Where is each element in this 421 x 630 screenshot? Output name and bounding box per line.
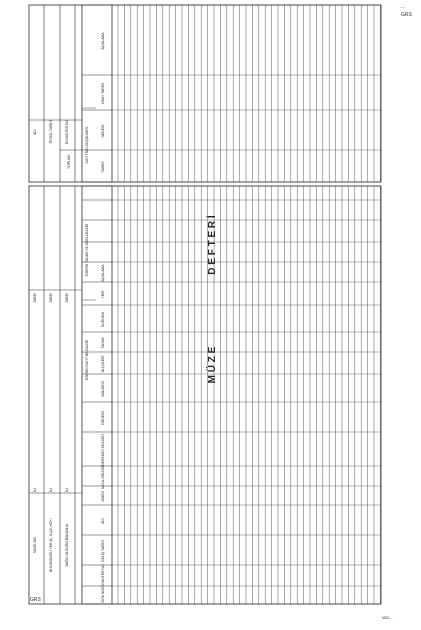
top-right-small-note: … xyxy=(400,4,405,10)
column-header-label: ADI xyxy=(101,518,105,524)
grid-lines xyxy=(29,5,381,604)
info-date-label: TARİH xyxy=(65,293,69,303)
column-header-label: TANIMI xyxy=(101,337,105,349)
right-column-header-label: ONAY TARİHİ xyxy=(101,82,105,105)
column-header-label: YERİ xyxy=(101,290,105,299)
right-info-label: ADI xyxy=(33,129,37,135)
group-header-description: ESERİN TANIMI VE ÖZELLİKLERİ xyxy=(85,223,89,277)
column-header-label: SIRA NO xyxy=(101,589,105,603)
info-row-label: BAĞLI OLDUĞU BAKANLIK xyxy=(65,523,69,567)
title-word-defteri: D E F T E R İ xyxy=(207,215,218,275)
column-header-label: AÇIKLAMA xyxy=(101,264,105,282)
right-info-label: TESCİL TARİHİ xyxy=(49,120,53,144)
column-header-label: ADEDİ xyxy=(101,491,105,502)
info-row-value-label: İLİ xyxy=(49,488,53,492)
right-info-label: ENVANTER NO xyxy=(65,119,69,145)
info-row-value-label: İLİ xyxy=(65,488,69,492)
grid-labels xyxy=(32,32,105,603)
title-group xyxy=(205,215,218,383)
right-column-header-label: TARİHİ xyxy=(101,161,105,173)
right-side-note: TOPLAM xyxy=(67,155,71,169)
top-right-code: GRS xyxy=(401,12,412,18)
info-row-label: MÜZE ADI xyxy=(33,536,37,554)
bottom-left-code: GRS xyxy=(30,597,41,603)
info-date-label: TARİH xyxy=(33,293,37,303)
group-header-registration: ESERİN KAYIT BİLGİLERİ xyxy=(85,339,89,381)
info-row-value-label: İLİ xyxy=(33,488,37,492)
right-group-header: KAYITTAN DÜŞÜLMESİ xyxy=(85,126,89,164)
column-header-label: NASIL GELDİĞİ xyxy=(101,464,105,490)
column-header-label: GELİŞ TARİHİ xyxy=(101,540,105,562)
column-header-label: MADDESİ xyxy=(101,381,105,397)
column-header-label: ENVANTER NO xyxy=(101,564,105,589)
title-word-muze: M Ü Z E xyxy=(207,346,218,384)
bottom-right-note: MÜZ.… xyxy=(382,616,394,620)
column-header-label: DÖNEMİ xyxy=(101,411,105,425)
column-header-label: NEREDEN GELDİĞİ xyxy=(101,434,105,466)
info-row-label: BULUNDUĞU YER (İL, İLÇE, KÖY) xyxy=(49,518,53,572)
column-header-label: DURUMU xyxy=(101,311,105,328)
column-header-label: ÖLÇÜLERİ xyxy=(101,355,105,373)
right-column-header-label: AÇIKLAMA xyxy=(101,32,105,50)
info-date-label: TARİH xyxy=(49,293,53,303)
right-column-header-label: NEDENİ xyxy=(101,124,105,138)
